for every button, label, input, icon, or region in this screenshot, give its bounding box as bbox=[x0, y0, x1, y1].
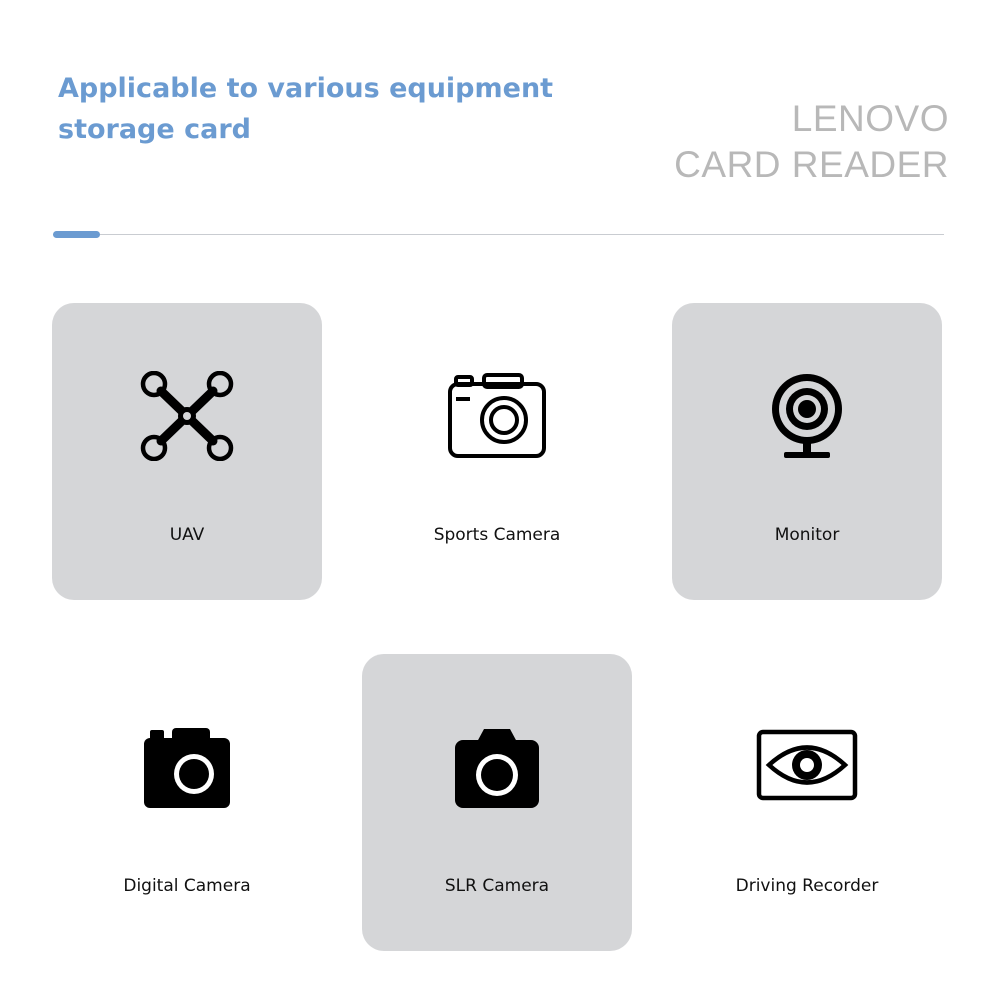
webcam-icon bbox=[752, 371, 862, 461]
device-label: UAV bbox=[169, 525, 205, 545]
device-label: Digital Camera bbox=[123, 876, 251, 896]
brand-title bbox=[674, 96, 949, 188]
device-label: Sports Camera bbox=[433, 525, 561, 545]
device-label: Driving Recorder bbox=[735, 876, 879, 896]
divider-line bbox=[53, 234, 944, 235]
headline-line-1: Applicable to various equipment bbox=[58, 73, 554, 104]
headline bbox=[58, 68, 553, 150]
device-card-slr-camera bbox=[362, 654, 632, 951]
slr-camera-icon bbox=[442, 722, 552, 812]
dashcam-eye-icon bbox=[752, 722, 862, 812]
divider-accent bbox=[53, 231, 100, 238]
headline-line-2: storage card bbox=[58, 114, 251, 145]
device-label: SLR Camera bbox=[444, 876, 550, 896]
brand-line-2: CARD READER bbox=[674, 144, 949, 185]
device-label: Monitor bbox=[774, 525, 840, 545]
device-card-digital-camera bbox=[52, 654, 322, 951]
camera-icon bbox=[132, 722, 242, 812]
device-card-driving-recorder bbox=[672, 654, 942, 951]
device-card-sports-camera bbox=[362, 303, 632, 600]
device-card-monitor bbox=[672, 303, 942, 600]
camera-outline-icon bbox=[442, 371, 552, 461]
device-card-uav bbox=[52, 303, 322, 600]
drone-icon bbox=[132, 371, 242, 461]
brand-line-1: LENOVO bbox=[791, 98, 949, 139]
